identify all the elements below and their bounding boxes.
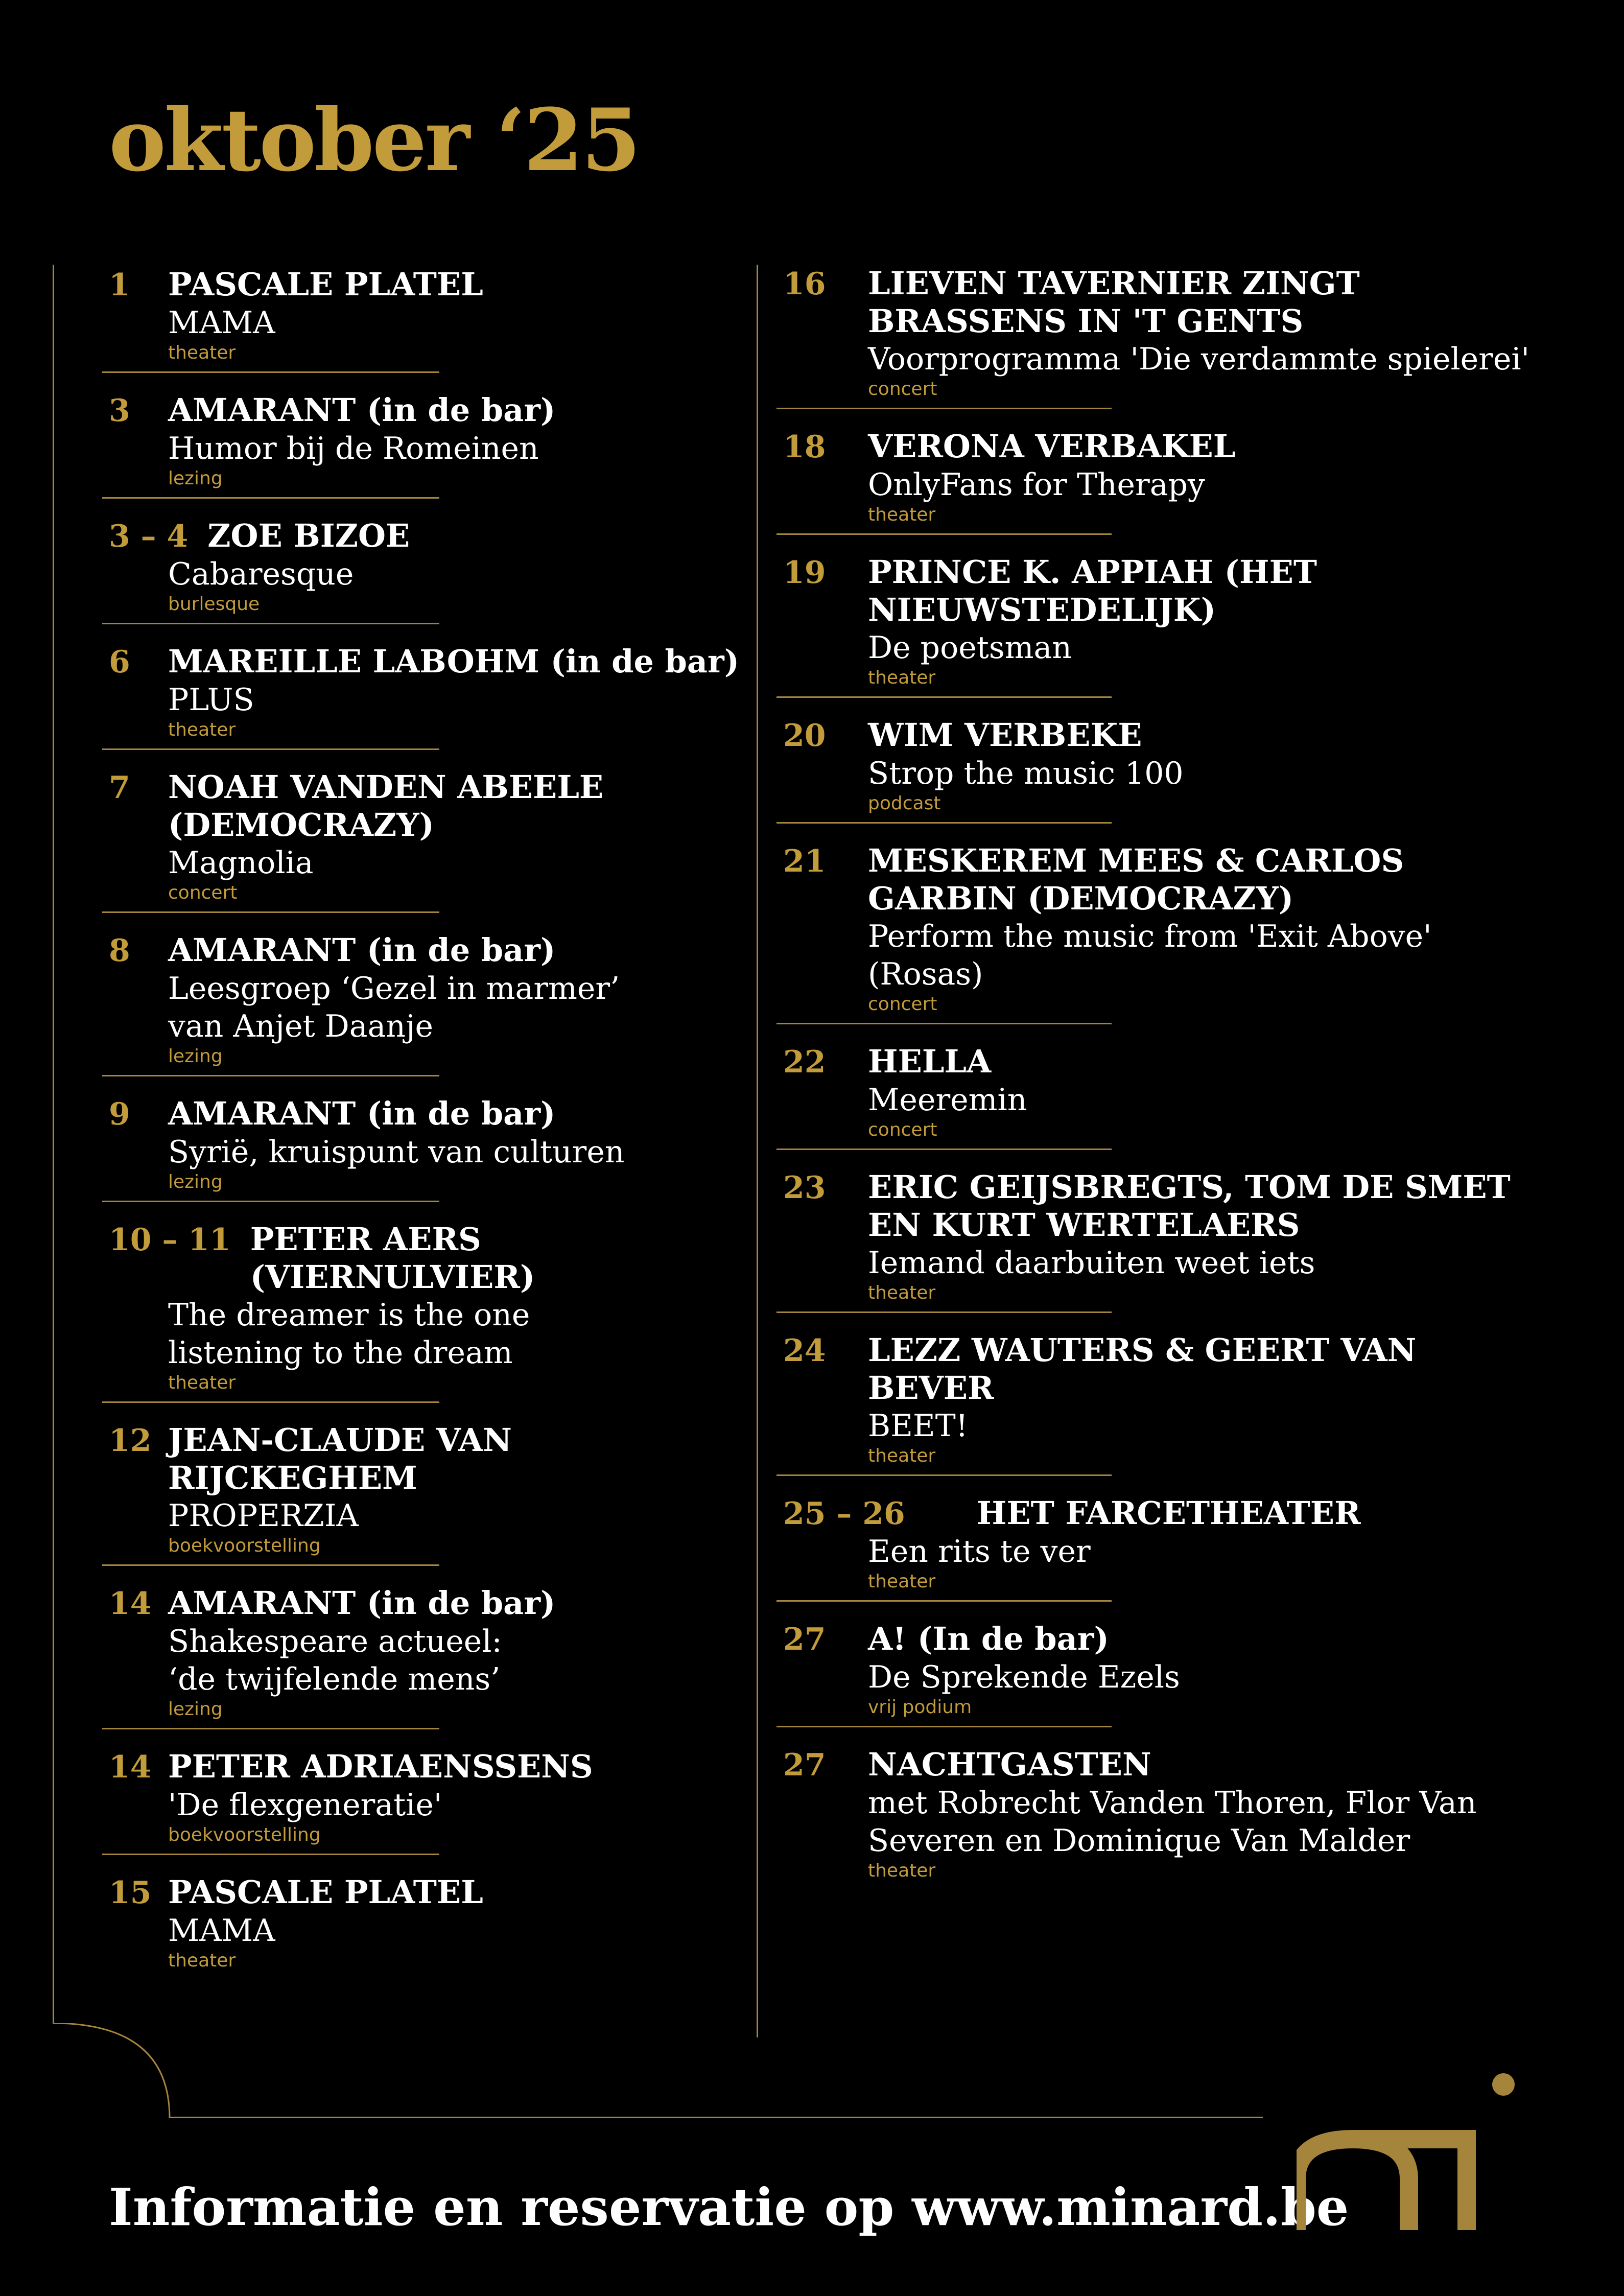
event-date: 7 [109, 770, 130, 806]
event-artist: WIM VERBEKE [868, 716, 1142, 754]
event-item [783, 1620, 1544, 1727]
event-header [109, 517, 747, 555]
event-title: Cabaresque [168, 556, 354, 592]
event-list-right [783, 265, 1544, 1882]
event-date: 27 [783, 1747, 826, 1783]
event-separator [776, 1726, 1112, 1727]
event-title: ‘de twijfelende mens’ [168, 1661, 501, 1697]
event-item [109, 266, 747, 373]
event-item [109, 391, 747, 499]
event-separator [102, 911, 439, 913]
event-separator [102, 623, 439, 624]
event-artist: PASCALE PLATEL [168, 1873, 483, 1911]
event-genre: concert [868, 1119, 937, 1140]
event-artist: AMARANT (in de bar) [168, 391, 556, 429]
event-genre: concert [168, 882, 238, 903]
event-artist: PRINCE K. APPIAH (HET NIEUWSTEDELIJK) [868, 553, 1317, 628]
event-title: van Anjet Daanje [168, 1009, 434, 1044]
event-genre: vrij podium [868, 1697, 972, 1718]
event-header [783, 265, 1544, 340]
event-date: 3 [109, 393, 130, 429]
event-title: Strop the music 100 [868, 756, 1184, 791]
event-item [783, 1168, 1544, 1313]
event-title: OnlyFans for Therapy [868, 467, 1205, 503]
event-separator [776, 1311, 1112, 1313]
event-date: 16 [783, 266, 826, 302]
event-header [783, 1494, 1544, 1533]
event-list-left [109, 266, 747, 1972]
event-date: 23 [783, 1170, 826, 1206]
event-header [783, 428, 1544, 466]
event-header [109, 1584, 747, 1623]
event-title: Magnolia [168, 845, 314, 881]
event-date: 20 [783, 718, 826, 754]
event-item [109, 1221, 747, 1403]
event-item [783, 842, 1544, 1024]
reservation-info: Informatie en reservatie op www.minard.be [109, 2177, 1349, 2237]
event-item [783, 1331, 1544, 1476]
event-separator [776, 696, 1112, 698]
event-date: 6 [109, 644, 130, 680]
event-item [109, 517, 747, 624]
left-border-line [53, 265, 54, 2023]
event-item [783, 265, 1544, 409]
event-date: 24 [783, 1333, 826, 1369]
event-artist: AMARANT (in de bar) [168, 931, 556, 969]
event-genre: boekvoorstelling [168, 1824, 321, 1845]
event-separator [776, 1474, 1112, 1476]
event-item [783, 1746, 1544, 1882]
event-date: 15 [109, 1875, 152, 1911]
event-header [109, 1221, 747, 1296]
event-item [109, 1584, 747, 1729]
event-artist: ERIC GEIJSBREGTS, TOM DE SMET EN KURT WERTELAERS [868, 1168, 1511, 1244]
event-title: MAMA [168, 1913, 275, 1949]
event-genre: theater [168, 1950, 236, 1971]
event-genre: podcast [868, 793, 941, 814]
event-artist: LIEVEN TAVERNIER ZINGT BRASSENS IN 'T GENTS [868, 265, 1360, 340]
event-item [783, 716, 1544, 824]
event-title: Syrië, kruispunt van culturen [168, 1134, 625, 1170]
event-title: The dreamer is the one [168, 1297, 530, 1333]
event-date: 21 [783, 844, 826, 879]
event-artist: MESKEREM MEES & CARLOS GARBIN (DEMOCRAZY) [868, 842, 1404, 917]
event-header [783, 553, 1544, 629]
event-title: Shakespeare actueel: [168, 1624, 502, 1659]
event-item [783, 428, 1544, 535]
event-title: listening to the dream [168, 1335, 513, 1371]
event-date: 27 [783, 1622, 826, 1657]
column-divider [757, 265, 758, 2037]
event-header [783, 842, 1544, 918]
event-title: Voorprogramma 'Die verdammte spielerei' [868, 341, 1530, 377]
event-separator [776, 408, 1112, 409]
event-title: Humor bij de Romeinen [168, 431, 539, 466]
event-header [109, 1748, 747, 1786]
event-header [783, 1043, 1544, 1081]
event-artist: PASCALE PLATEL [168, 266, 483, 303]
event-genre: burlesque [168, 594, 260, 615]
event-artist: AMARANT (in de bar) [168, 1584, 556, 1622]
event-separator [102, 1401, 439, 1403]
event-artist: ZOE BIZOE [207, 517, 410, 554]
event-genre: lezing [168, 1172, 223, 1192]
event-separator [776, 1149, 1112, 1150]
event-item [109, 643, 747, 750]
event-artist: MAREILLE LABOHM (in de bar) [168, 643, 740, 680]
event-genre: theater [168, 342, 236, 363]
event-genre: concert [868, 994, 937, 1015]
event-item [109, 768, 747, 913]
event-item [109, 1095, 747, 1202]
event-artist: A! (In de bar) [868, 1620, 1109, 1657]
event-header [109, 768, 747, 844]
event-genre: theater [868, 1282, 936, 1303]
event-artist: HELLA [868, 1043, 992, 1080]
event-title: Iemand daarbuiten weet iets [868, 1245, 1315, 1281]
event-genre: lezing [168, 1046, 223, 1067]
event-header [109, 266, 747, 304]
event-artist: VERONA VERBAKEL [868, 428, 1236, 465]
event-title: 'De flexgeneratie' [168, 1787, 442, 1823]
event-date: 14 [109, 1749, 152, 1785]
event-genre: theater [868, 504, 936, 525]
event-artist: HET FARCETHEATER [976, 1494, 1361, 1532]
event-title: PROPERZIA [168, 1498, 359, 1534]
event-title: met Robrecht Vanden Thoren, Flor Van [868, 1785, 1477, 1821]
page-title: oktober ‘25 [109, 89, 639, 191]
event-genre: boekvoorstelling [168, 1535, 321, 1556]
event-item [109, 1873, 747, 1972]
event-header [109, 643, 747, 681]
event-title: Perform the music from 'Exit Above' [868, 919, 1432, 954]
event-separator [776, 1023, 1112, 1024]
event-artist: AMARANT (in de bar) [168, 1095, 556, 1132]
event-artist: LEZZ WAUTERS & GEERT VAN BEVER [868, 1331, 1417, 1407]
event-header [783, 1168, 1544, 1244]
minard-logo-icon [1297, 2072, 1516, 2230]
event-item [109, 931, 747, 1076]
event-separator [776, 822, 1112, 824]
event-title: Severen en Dominique Van Malder [868, 1823, 1410, 1859]
corner-curve-decoration [53, 2023, 171, 2118]
event-title: BEET! [868, 1408, 968, 1444]
event-artist: NACHTGASTEN [868, 1746, 1151, 1783]
event-genre: theater [868, 667, 936, 688]
event-header [783, 716, 1544, 755]
event-date: 22 [783, 1044, 826, 1080]
event-item [783, 1043, 1544, 1150]
event-title: Een rits te ver [868, 1534, 1091, 1569]
event-date: 25 – 26 [783, 1496, 905, 1532]
event-title: De poetsman [868, 630, 1072, 666]
event-header [783, 1331, 1544, 1407]
event-date: 14 [109, 1586, 152, 1622]
event-artist: PETER ADRIAENSSENS [168, 1748, 593, 1785]
event-date: 3 – 4 [109, 519, 189, 554]
event-genre: theater [168, 719, 236, 740]
event-date: 10 – 11 [109, 1222, 231, 1258]
event-header [109, 1095, 747, 1133]
event-header [783, 1746, 1544, 1784]
event-date: 18 [783, 429, 826, 465]
event-title: Leesgroep ‘Gezel in marmer’ [168, 971, 620, 1006]
event-separator [102, 497, 439, 499]
event-genre: concert [868, 379, 937, 400]
event-header [109, 1421, 747, 1497]
event-separator [102, 1564, 439, 1566]
event-separator [102, 1075, 439, 1076]
event-separator [776, 1600, 1112, 1602]
event-separator [102, 1854, 439, 1855]
event-title: MAMA [168, 305, 275, 341]
event-item [783, 1494, 1544, 1602]
event-artist: JEAN-CLAUDE VAN RIJCKEGHEM [168, 1421, 512, 1496]
event-separator [776, 533, 1112, 535]
event-date: 12 [109, 1423, 152, 1459]
event-genre: theater [868, 1571, 936, 1592]
event-separator [102, 1201, 439, 1202]
event-separator [102, 748, 439, 750]
event-artist: NOAH VANDEN ABEELE (DEMOCRAZY) [168, 768, 604, 844]
event-date: 9 [109, 1096, 130, 1132]
event-genre: lezing [168, 1699, 223, 1720]
event-item [109, 1748, 747, 1855]
event-header [109, 931, 747, 970]
event-separator [102, 371, 439, 373]
event-date: 1 [109, 267, 130, 303]
event-item [109, 1421, 747, 1566]
event-separator [102, 1728, 439, 1729]
event-title: De Sprekende Ezels [868, 1659, 1180, 1695]
event-header [783, 1620, 1544, 1658]
event-date: 8 [109, 933, 130, 969]
event-header [109, 391, 747, 430]
event-title: PLUS [168, 682, 254, 718]
event-title: (Rosas) [868, 956, 983, 992]
bottom-border-line [170, 2117, 1263, 2118]
event-header [109, 1873, 747, 1912]
event-item [783, 553, 1544, 698]
event-title: Meeremin [868, 1082, 1027, 1118]
event-date: 19 [783, 555, 826, 591]
event-genre: theater [168, 1372, 236, 1393]
event-genre: lezing [168, 468, 223, 489]
event-genre: theater [868, 1445, 936, 1466]
event-artist: PETER AERS (VIERNULVIER) [250, 1221, 535, 1296]
event-genre: theater [868, 1860, 936, 1881]
